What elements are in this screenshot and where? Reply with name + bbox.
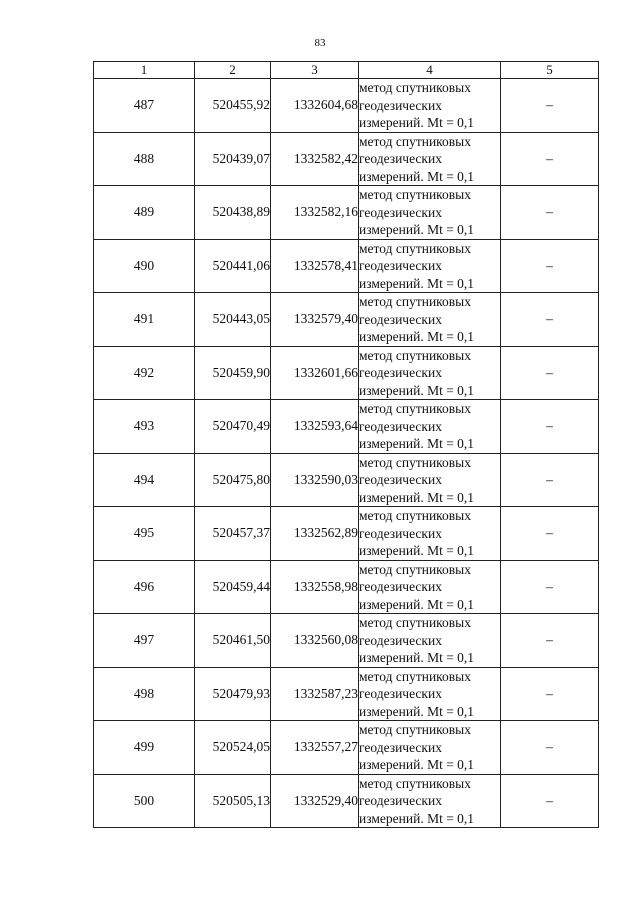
method-line: геодезических (359, 472, 442, 487)
method-cell (359, 79, 501, 133)
method-line: геодезических (359, 365, 442, 380)
method-line: геодезических (359, 793, 442, 808)
table-row (94, 721, 599, 775)
x-coordinate-cell: 520439,07 (195, 132, 271, 186)
description-cell: – (501, 507, 599, 561)
description-cell: – (501, 721, 599, 775)
point-number-cell: 494 (94, 453, 195, 507)
method-line: измерений. Mt = 0,1 (359, 382, 475, 398)
method-cell (359, 507, 501, 561)
description-cell: – (501, 400, 599, 454)
x-coordinate-cell: 520459,90 (195, 346, 271, 400)
table-row (94, 453, 599, 507)
method-line: геодезических (359, 258, 442, 273)
method-line: геодезических (359, 418, 442, 434)
table-row (94, 239, 599, 293)
table-row (94, 400, 599, 454)
table-header-row (94, 62, 599, 79)
method-line: метод спутниковых (359, 454, 471, 470)
method-line: геодезических (359, 97, 442, 113)
point-number-cell: 499 (94, 721, 195, 775)
point-number-cell: 495 (94, 507, 195, 561)
description-cell: – (501, 560, 599, 614)
method-line: измерений. Mt = 0,1 (359, 222, 475, 237)
description-cell: – (501, 453, 599, 507)
method-cell (359, 774, 501, 828)
method-cell (359, 560, 501, 614)
point-number-cell: 500 (94, 774, 195, 828)
y-coordinate-cell: 1332529,40 (271, 774, 359, 828)
y-coordinate-cell: 1332590,03 (271, 453, 359, 507)
method-line: метод спутниковых (359, 80, 471, 95)
point-number-cell: 493 (94, 400, 195, 454)
coordinates-table (93, 61, 599, 828)
y-coordinate-cell: 1332557,27 (271, 721, 359, 775)
x-coordinate-cell: 520441,06 (195, 239, 271, 293)
point-number-cell: 498 (94, 667, 195, 721)
method-cell (359, 400, 501, 454)
point-number-cell: 488 (94, 132, 195, 186)
method-line: метод спутниковых (359, 668, 471, 684)
method-cell (359, 614, 501, 668)
point-number-cell: 489 (94, 186, 195, 240)
description-cell: – (501, 346, 599, 400)
y-coordinate-cell: 1332560,08 (271, 614, 359, 668)
method-line: измерений. Mt = 0,1 (359, 115, 475, 130)
table-row (94, 79, 599, 133)
table-row (94, 774, 599, 828)
method-line: измерений. Mt = 0,1 (359, 329, 475, 344)
y-coordinate-cell: 1332587,23 (271, 667, 359, 721)
point-number-cell: 490 (94, 239, 195, 293)
y-coordinate-cell: 1332582,16 (271, 186, 359, 240)
method-cell (359, 721, 501, 775)
x-coordinate-cell: 520505,13 (195, 774, 271, 828)
table-row (94, 293, 599, 347)
point-number-cell: 492 (94, 346, 195, 400)
method-line: измерений. Mt = 0,1 (359, 703, 475, 719)
y-coordinate-cell: 1332593,64 (271, 400, 359, 454)
method-cell (359, 667, 501, 721)
method-cell (359, 346, 501, 400)
method-line: геодезических (359, 311, 442, 327)
method-line: метод спутниковых (359, 722, 471, 737)
y-coordinate-cell: 1332604,68 (271, 79, 359, 133)
method-line: метод спутниковых (359, 615, 471, 630)
point-number-cell: 491 (94, 293, 195, 347)
description-cell: – (501, 79, 599, 133)
method-line: геодезических (359, 686, 442, 701)
y-coordinate-cell: 1332578,41 (271, 239, 359, 293)
method-cell (359, 293, 501, 347)
method-line: метод спутниковых (359, 775, 471, 791)
column-header: 5 (501, 62, 599, 79)
y-coordinate-cell: 1332582,42 (271, 132, 359, 186)
method-line: геодезических (359, 525, 442, 541)
method-cell (359, 453, 501, 507)
method-line: метод спутниковых (359, 240, 471, 256)
column-header: 3 (271, 62, 359, 79)
y-coordinate-cell: 1332558,98 (271, 560, 359, 614)
method-line: геодезических (359, 204, 442, 220)
point-number-cell: 487 (94, 79, 195, 133)
y-coordinate-cell: 1332601,66 (271, 346, 359, 400)
x-coordinate-cell: 520459,44 (195, 560, 271, 614)
method-line: метод спутниковых (359, 187, 471, 202)
point-number-cell: 496 (94, 560, 195, 614)
y-coordinate-cell: 1332562,89 (271, 507, 359, 561)
method-cell (359, 132, 501, 186)
x-coordinate-cell: 520443,05 (195, 293, 271, 347)
table-row (94, 507, 599, 561)
x-coordinate-cell: 520524,05 (195, 721, 271, 775)
description-cell: – (501, 239, 599, 293)
method-line: метод спутниковых (359, 401, 471, 416)
x-coordinate-cell: 520475,80 (195, 453, 271, 507)
method-line: метод спутниковых (359, 561, 471, 577)
description-cell: – (501, 293, 599, 347)
column-header: 4 (359, 62, 501, 79)
description-cell: – (501, 186, 599, 240)
method-line: геодезических (359, 632, 442, 648)
x-coordinate-cell: 520457,37 (195, 507, 271, 561)
description-cell: – (501, 774, 599, 828)
table-row (94, 346, 599, 400)
method-line: измерений. Mt = 0,1 (359, 810, 475, 826)
column-header: 2 (195, 62, 271, 79)
description-cell: – (501, 132, 599, 186)
x-coordinate-cell: 520455,92 (195, 79, 271, 133)
method-line: метод спутниковых (359, 133, 471, 149)
method-line: метод спутниковых (359, 294, 471, 309)
description-cell: – (501, 667, 599, 721)
table-row (94, 132, 599, 186)
method-line: геодезических (359, 739, 442, 755)
method-line: измерений. Mt = 0,1 (359, 168, 475, 184)
method-line: геодезических (359, 579, 442, 594)
method-line: измерений. Mt = 0,1 (359, 650, 475, 665)
method-line: измерений. Mt = 0,1 (359, 543, 475, 558)
table-row (94, 186, 599, 240)
method-line: измерений. Mt = 0,1 (359, 436, 475, 451)
method-cell (359, 239, 501, 293)
method-line: измерений. Mt = 0,1 (359, 757, 475, 772)
x-coordinate-cell: 520479,93 (195, 667, 271, 721)
method-line: метод спутниковых (359, 508, 471, 523)
description-cell: – (501, 614, 599, 668)
point-number-cell: 497 (94, 614, 195, 668)
y-coordinate-cell: 1332579,40 (271, 293, 359, 347)
method-line: измерений. Mt = 0,1 (359, 275, 475, 291)
table-row (94, 614, 599, 668)
column-header: 1 (94, 62, 195, 79)
method-line: метод спутниковых (359, 347, 471, 363)
method-line: геодезических (359, 151, 442, 166)
table-row (94, 560, 599, 614)
method-cell (359, 186, 501, 240)
x-coordinate-cell: 520470,49 (195, 400, 271, 454)
x-coordinate-cell: 520438,89 (195, 186, 271, 240)
method-line: измерений. Mt = 0,1 (359, 489, 475, 505)
table-row (94, 667, 599, 721)
method-line: измерений. Mt = 0,1 (359, 596, 475, 612)
page-number: 83 (314, 37, 326, 49)
x-coordinate-cell: 520461,50 (195, 614, 271, 668)
